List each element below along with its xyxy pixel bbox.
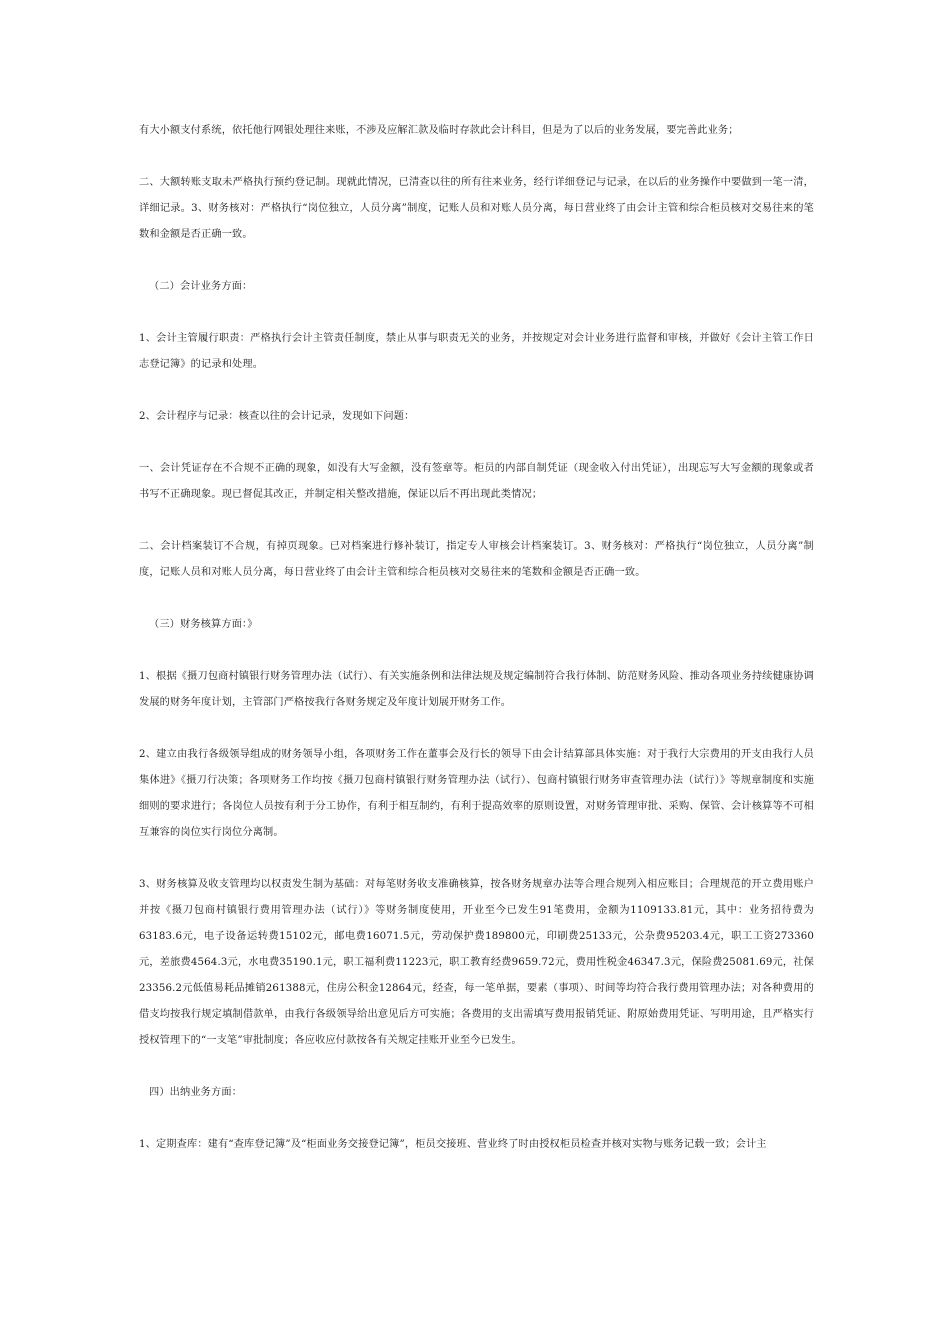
heading-cashier-business: 四）出纳业务方面： bbox=[149, 1087, 243, 1098]
document-page bbox=[139, 118, 814, 1158]
paragraph-payment-system: 有大小额支付系统，依托他行网银处理往来账，不涉及应解汇款及临时存款此会计科目，但是为了以后的业务发展，要完善此业务； bbox=[139, 125, 739, 136]
paragraph-large-transfer: 二、大额转账支取未严格执行预约登记制。现就此情况，已清查以往的所有往来业务，经行详细登记与记录，在以后的业务操作中要做到一笔一清，详细记录。3、财务核对：严格执行“岗位独立，人员分离”制度，记账人员和对账人员分离，每日营业终了由会计主管和综合柜员核对交易往来的笔数和金额是否正确一致。 bbox=[139, 177, 814, 240]
paragraph-expense-details: 3、财务核算及收支管理均以权责发生制为基础：对每笔财务收支准确核算，按各财务规章办法等合理合规列入相应账目；合理规范的开立费用账户并按《摄刀包商村镇银行费用管理办法（试行）》等财务制度使用，开业至今已发生91笔费用，金额为1109133.81元，其中：业务招待费为63183.6元，电子设备运转费15102元，邮电费16071.5元，劳动保护费189800元，印刷费25133元，公杂费95203.4元，职工工资273360元，差旅费4564.3元，水电费35190.1元，职工福利费11223元，职工教育经费9659.72元，费用性税金46347.3元，保险费25081.69元，社保23356.2元低值易耗品摊销261388元，住房公积金12864元，经查，每一笔单据，要素（事项）、时间等均符合我行费用管理办法；对各种费用的借支均按我行规定填制借款单，由我行各级领导给出意见后方可实施；各费用的支出需填写费用报销凭证、附原始费用凭证、写明用途，且严格实行授权管理下的“一支笔”审批制度；各应收应付款按各有关规定挂账开业至今已发生。 bbox=[139, 879, 814, 1046]
heading-accounting-business: （二）会计业务方面： bbox=[149, 281, 253, 292]
heading-financial-accounting: （三）财务核算方面：》 bbox=[149, 619, 258, 630]
paragraph-financial-plan: 1、根据《摄刀包商村镇银行财务管理办法（试行）、有关实施条例和法律法规及规定编制符合我行体制、防范财务风险、推动各项业务持续健康协调发展的财务年度计划，主管部门严格按我行各财务规定及年度计划展开财务工作。 bbox=[139, 671, 814, 708]
paragraph-vault-check: 1、定期查库：建有“查库登记簿”及“柜面业务交接登记簿”，柜员交接班、营业终了时由授权柜员检查并核对实物与账务记载一致；会计主 bbox=[139, 1139, 767, 1150]
paragraph-accounting-supervisor: 1、会计主管履行职责：严格执行会计主管责任制度，禁止从事与职责无关的业务，并按规定对会计业务进行监督和审核，并做好《会计主管工作日志登记簿》的记录和处理。 bbox=[139, 333, 814, 370]
paragraph-voucher-issues: 一、会计凭证存在不合规不正确的现象，如没有大写金额，没有签章等。柜员的内部自制凭证（现金收入付出凭证），出现忘写大写金额的现象或者书写不正确现象。现已督促其改正，并制定相关整改措施，保证以后不再出现此类情况； bbox=[139, 463, 814, 500]
paragraph-archive-binding: 二、会计档案装订不合规，有掉页现象。已对档案进行修补装订，指定专人审核会计档案装订。3、财务核对：严格执行“岗位独立，人员分离”制度，记账人员和对账人员分离，每日营业终了由会计主管和综合柜员核对交易往来的笔数和金额是否正确一致。 bbox=[139, 541, 814, 578]
paragraph-accounting-procedure: 2、会计程序与记录：核查以往的会计记录，发现如下问题： bbox=[139, 411, 415, 422]
paragraph-financial-leadership: 2、建立由我行各级领导组成的财务领导小组，各项财务工作在董事会及行长的领导下由会计结算部具体实施：对于我行大宗费用的开支由我行人员集体进》《摄刀行决策；各项财务工作均按《摄刀包商村镇银行财务管理办法（试行）、包商村镇银行财务审查管理办法（试行）》等规章制度和实施细则的要求进行；各岗位人员按有利于分工协作，有利于相互制约，有利于提高效率的原则设置，对财务管理审批、采购、保管、会计核算等不可相互兼容的岗位实行岗位分离制。 bbox=[139, 749, 814, 838]
